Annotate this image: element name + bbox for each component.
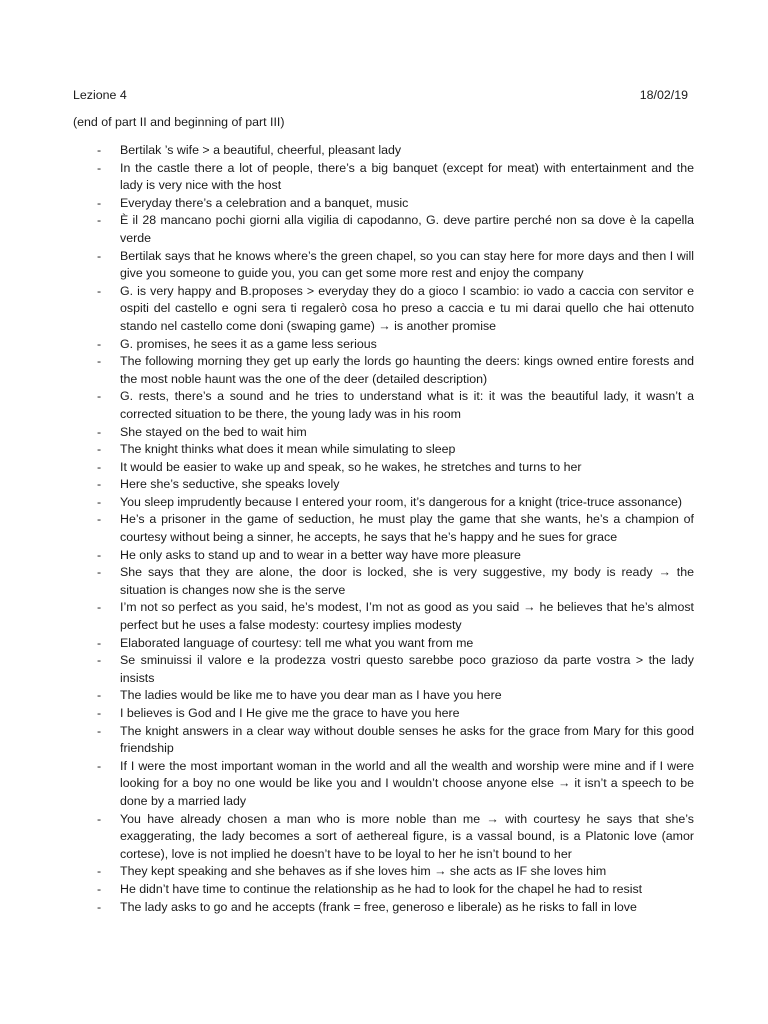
section-subtitle: (end of part II and beginning of part III): [73, 115, 285, 129]
list-item: [73, 160, 694, 195]
bullet-dash: -: [97, 565, 102, 580]
bullet-dash: -: [97, 547, 102, 562]
bullet-dash: -: [97, 512, 102, 527]
bullet-dash: -: [97, 864, 102, 879]
list-item: [73, 652, 694, 687]
note-text: You have already chosen a man who is more noble than me → with courtesy he says that she’s exaggerating, the lady becomes a sort of aethereal figure, is a vassal bound, is a Platonic love (amor cortese), love is not implied he doesn’t have to be loyal to her he isn’t bound to her: [120, 811, 694, 861]
note-text: I believes is God and I He give me the grace to have you here: [120, 706, 460, 720]
bullet-dash: -: [97, 899, 102, 914]
note-text: G. is very happy and B.proposes > everyday they do a gioco I scambio: io vado a caccia con servitor e ospiti del castello e ogni sera ti regalerò cosa ho preso a caccia e tu mi darai quello che hai ottenuto stando nel castello come doni (swaping game) → is another promise: [120, 283, 694, 333]
list-item: [73, 811, 694, 864]
list-item: [73, 599, 694, 634]
list-item: [73, 511, 694, 546]
note-text: The ladies would be like me to have you dear man as I have you here: [120, 688, 502, 703]
note-text: He only asks to stand up and to wear in a better way have more pleasure: [120, 547, 521, 562]
lesson-title: Lezione 4: [73, 88, 127, 102]
list-item: [73, 723, 694, 758]
bullet-dash: -: [97, 688, 102, 703]
list-item: [73, 476, 694, 494]
bullet-dash: -: [97, 213, 102, 228]
bullet-dash: -: [97, 160, 102, 175]
note-text: È il 28 mancano pochi giorni alla vigilia di capodanno, G. deve partire perché non sa dove è la capella verde: [120, 213, 694, 245]
bullet-dash: -: [97, 635, 102, 650]
note-text: He didn’t have time to continue the relationship as he had to look for the chapel he had to resist: [120, 881, 643, 896]
note-text: The following morning they get up early the lords go haunting the deers: kings owned entire forests and the most noble haunt was the one of the deer (detailed description): [120, 354, 694, 386]
list-item: [73, 459, 694, 477]
list-item: [73, 687, 694, 705]
bullet-dash: -: [97, 389, 102, 404]
bullet-dash: -: [97, 283, 102, 298]
list-item: [73, 899, 694, 917]
bullet-dash: -: [97, 354, 102, 369]
note-text: They kept speaking and she behaves as if she loves him → she acts as IF she loves him: [120, 864, 607, 879]
note-text: You sleep imprudently because I entered your room, it’s dangerous for a knight (trice-truce assonance): [120, 494, 683, 509]
bullet-dash: -: [97, 811, 102, 826]
list-item: [73, 424, 694, 442]
bullet-dash: -: [97, 195, 102, 210]
bullet-dash: -: [97, 248, 102, 263]
note-text: Here she’s seductive, she speaks lovely: [120, 477, 340, 492]
page-header: [73, 86, 688, 104]
bullet-dash: -: [97, 143, 102, 157]
note-text: G. promises, he sees it as a game less serious: [120, 336, 377, 351]
list-item: [73, 212, 694, 247]
list-item: [73, 248, 694, 283]
bullet-dash: -: [97, 758, 102, 773]
list-item: [73, 388, 694, 423]
list-item: [73, 353, 694, 388]
list-item: [73, 195, 694, 213]
note-text: She says that they are alone, the door is locked, she is very suggestive, my body is ready → the situation is changes now she is the serve: [120, 565, 694, 597]
list-item: [73, 547, 694, 565]
bullet-dash: -: [97, 600, 102, 615]
bullet-dash: -: [97, 881, 102, 896]
note-text: Everyday there’s a celebration and a banquet, music: [120, 195, 409, 210]
note-text: The lady asks to go and he accepts (frank = free, generoso e liberale) as he risks to fall in love: [120, 899, 637, 914]
bullet-dash: -: [97, 706, 102, 720]
note-text: He’s a prisoner in the game of seduction, he must play the game that she wants, he’s a champion of courtesy without being a sinner, he accepts, he says that he’s happy and he sues for grace: [120, 512, 694, 545]
list-item: [73, 494, 694, 512]
note-text: Elaborated language of courtesy: tell me what you want from me: [120, 635, 474, 650]
note-text: If I were the most important woman in the world and all the wealth and worship were mine and if I were looking for a boy no one would be like you and I wouldn’t choose anyone else → it isn’t a speech to be done by a married lady: [120, 758, 694, 808]
list-item: [73, 881, 694, 899]
list-item: [73, 336, 694, 354]
bullet-dash: -: [97, 459, 102, 474]
note-text: Se sminuissi il valore e la prodezza vostri questo sarebbe poco grazioso da parte vostra > the lady insists: [120, 653, 694, 685]
list-item: [73, 705, 694, 723]
bullet-dash: -: [97, 424, 102, 439]
notes-list: [73, 142, 694, 916]
list-item: [73, 142, 694, 160]
list-item: [73, 441, 694, 459]
lesson-date: 18/02/19: [639, 88, 688, 102]
note-text: She stayed on the bed to wait him: [120, 424, 307, 439]
note-text: In the castle there a lot of people, there’s a big banquet (except for meat) with entertainment and the lady is very nice with the host: [120, 160, 694, 193]
note-text: I’m not so perfect as you said, he’s modest, I’m not as good as you said → he believes that he’s almost perfect but he uses a false modesty: courtesy implies modesty: [120, 600, 694, 633]
note-text: The knight answers in a clear way without double senses he asks for the grace from Mary for this good friendship: [120, 723, 694, 756]
note-text: Bertilak ’s wife > a beautiful, cheerful, pleasant lady: [120, 143, 402, 157]
bullet-dash: -: [97, 494, 102, 509]
note-text: It would be easier to wake up and speak, so he wakes, he stretches and turns to her: [120, 459, 582, 474]
list-item: [73, 863, 694, 881]
note-text: G. rests, there’s a sound and he tries to understand what is it: it was the beautiful lady, it wasn’t a corrected situation to be there, the young lady was in his room: [120, 389, 694, 421]
list-item: [73, 283, 694, 336]
bullet-dash: -: [97, 653, 102, 668]
bullet-dash: -: [97, 477, 102, 492]
note-text: The knight thinks what does it mean while simulating to sleep: [120, 442, 456, 457]
list-item: [73, 758, 694, 811]
list-item: [73, 635, 694, 653]
list-item: [73, 564, 694, 599]
note-text: Bertilak says that he knows where’s the green chapel, so you can stay here for more days and then I will give you someone to guide you, you can get some more rest and enjoy the company: [120, 248, 694, 281]
bullet-dash: -: [97, 723, 102, 738]
bullet-dash: -: [97, 442, 102, 457]
bullet-dash: -: [97, 336, 102, 351]
